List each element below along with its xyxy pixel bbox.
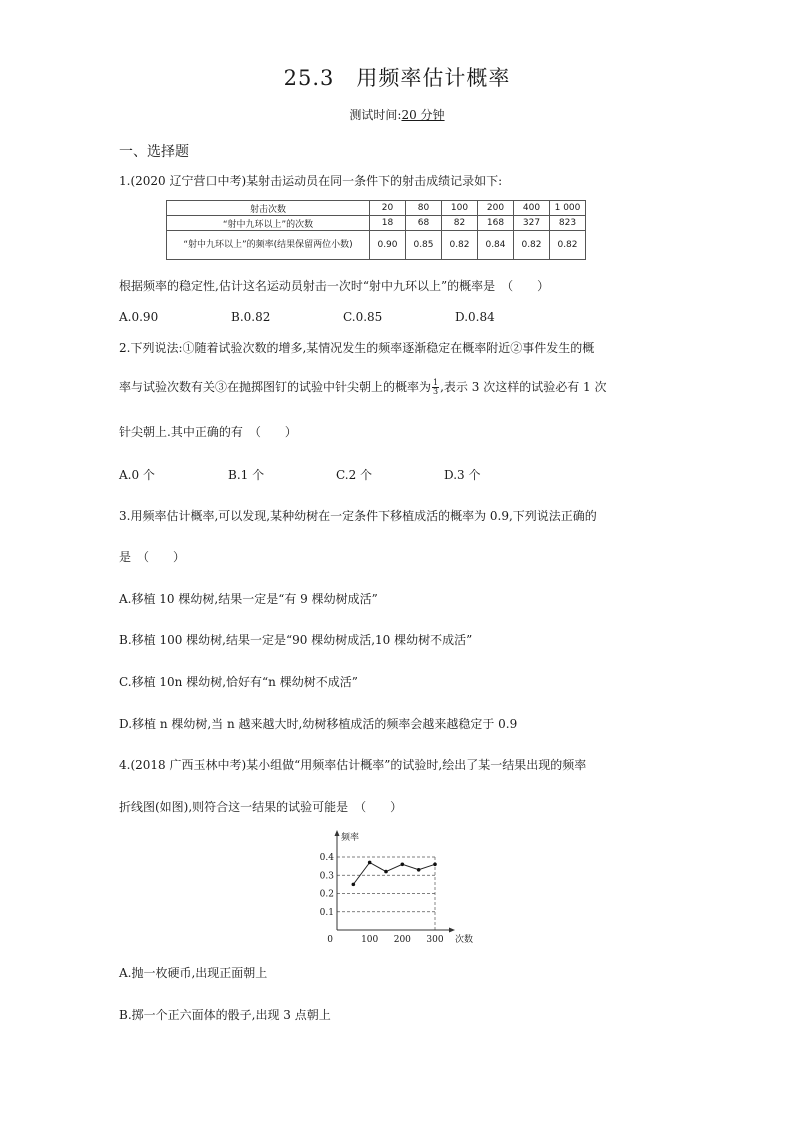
series-line <box>353 862 435 884</box>
q2-fraction <box>432 379 439 396</box>
table-cell: 0.84 <box>478 231 514 260</box>
table-cell: 200 <box>478 201 514 216</box>
q2-option-d: D.3 个 <box>444 468 481 482</box>
chart-tick-labels <box>320 853 444 945</box>
data-point <box>384 870 388 874</box>
table-cell: 168 <box>478 216 514 231</box>
q3-line1: 3.用频率估计概率,可以发现,某种幼树在一定条件下移植成活的概率为 0.9,下列说法正确的 <box>119 509 597 523</box>
x-tick-label: 100 <box>361 935 379 945</box>
table-cell: 82 <box>442 216 478 231</box>
chart-axes <box>335 830 456 933</box>
data-point <box>352 883 356 887</box>
data-point <box>417 868 421 872</box>
test-time <box>0 106 794 123</box>
table-cell: 0.82 <box>550 231 586 260</box>
data-point <box>433 863 437 867</box>
q1-options <box>119 310 495 324</box>
table-cell: 0.82 <box>442 231 478 260</box>
chart-grid <box>337 857 435 930</box>
table-cell: 823 <box>550 216 586 231</box>
table-cell: 80 <box>406 201 442 216</box>
q2-line3: 针尖朝上.其中正确的有 （ ） <box>119 425 297 439</box>
test-time-value: 20 分钟 <box>401 108 445 122</box>
q2-line2-a: 率与试验次数有关③在抛掷图钉的试验中针尖朝上的概率为 <box>119 380 432 394</box>
q1-question: 根据频率的稳定性,估计这名运动员射击一次时“射中九环以上”的概率是 （ ） <box>119 279 550 293</box>
q2-line1: 2.下列说法:①随着试验次数的增多,某情况发生的频率逐渐稳定在概率附近②事件发生的概 <box>119 341 595 355</box>
y-tick-label: 0.4 <box>319 853 334 863</box>
data-point <box>401 863 405 867</box>
table-cell: 18 <box>370 216 406 231</box>
q1-option-d: D.0.84 <box>455 310 495 324</box>
q4-option-a: A.抛一枚硬币,出现正面朝上 <box>119 966 268 980</box>
q2-option-a: A.0 个 <box>119 468 155 482</box>
q4-line1: 4.(2018 广西玉林中考)某小组做“用频率估计概率”的试验时,绘出了某一结果出现的频率 <box>119 758 587 772</box>
q3-line2: 是 （ ） <box>119 550 186 564</box>
table-cell: 327 <box>514 216 550 231</box>
test-time-label: 测试时间: <box>349 108 402 122</box>
table-cell: 1 000 <box>550 201 586 216</box>
fraction-numerator: 1 <box>433 378 439 387</box>
table-header-cell: “射中九环以上”的频率(结果保留两位小数) <box>167 231 370 260</box>
section-heading: 一、选择题 <box>119 144 189 160</box>
table-row <box>167 216 586 231</box>
frequency-line-chart <box>310 826 490 946</box>
table-cell: 400 <box>514 201 550 216</box>
q1-option-b: B.0.82 <box>231 310 271 324</box>
q1-table <box>166 200 586 260</box>
table-row <box>167 201 586 216</box>
q4-line2: 折线图(如图),则符合这一结果的试验可能是 （ ） <box>119 800 403 814</box>
q2-options <box>119 466 480 483</box>
data-point <box>368 861 372 865</box>
table-cell: 68 <box>406 216 442 231</box>
table-header-cell: “射中九环以上”的次数 <box>167 216 370 231</box>
x-tick-label: 300 <box>426 935 444 945</box>
fraction-denominator: 3 <box>433 387 439 396</box>
q1-text: 1.(2020 辽宁营口中考)某射击运动员在同一条件下的射击成绩记录如下: <box>119 174 503 188</box>
q3-option-d: D.移植 n 棵幼树,当 n 越来越大时,幼树移植成活的频率会越来越稳定于 0.9 <box>119 717 518 731</box>
q3-option-a: A.移植 10 棵幼树,结果一定是“有 9 棵幼树成活” <box>119 592 378 606</box>
table-cell: 0.85 <box>406 231 442 260</box>
y-tick-label: 0.1 <box>319 907 334 918</box>
table-row <box>167 231 586 260</box>
chart-series <box>352 861 437 887</box>
x-axis-label: 次数 <box>455 935 474 945</box>
y-tick-label: 0.2 <box>319 889 334 900</box>
q2-line2 <box>119 379 606 396</box>
q2-line2-b: ,表示 3 次这样的试验必有 1 次 <box>440 380 607 394</box>
q1-option-a: A.0.90 <box>119 310 159 324</box>
table-cell: 0.90 <box>370 231 406 260</box>
y-axis-arrow <box>335 830 340 836</box>
table-cell: 0.82 <box>514 231 550 260</box>
q4-option-b: B.掷一个正六面体的骰子,出现 3 点朝上 <box>119 1008 331 1022</box>
table-cell: 100 <box>442 201 478 216</box>
origin-label: 0 <box>327 935 333 945</box>
page-title: 25.3 用频率估计概率 <box>283 66 511 90</box>
table-cell: 20 <box>370 201 406 216</box>
q2-option-b: B.1 个 <box>228 468 265 482</box>
x-tick-label: 200 <box>393 935 411 945</box>
q3-option-c: C.移植 10n 棵幼树,恰好有“n 棵幼树不成活” <box>119 675 358 689</box>
q3-option-b: B.移植 100 棵幼树,结果一定是“90 棵幼树成活,10 棵幼树不成活” <box>119 633 473 647</box>
y-axis-label: 频率 <box>341 833 360 843</box>
x-axis-arrow <box>449 928 455 933</box>
q1-option-c: C.0.85 <box>343 310 383 324</box>
q2-option-c: C.2 个 <box>336 468 373 482</box>
table-header-cell: 射击次数 <box>167 201 370 216</box>
y-tick-label: 0.3 <box>319 871 334 882</box>
